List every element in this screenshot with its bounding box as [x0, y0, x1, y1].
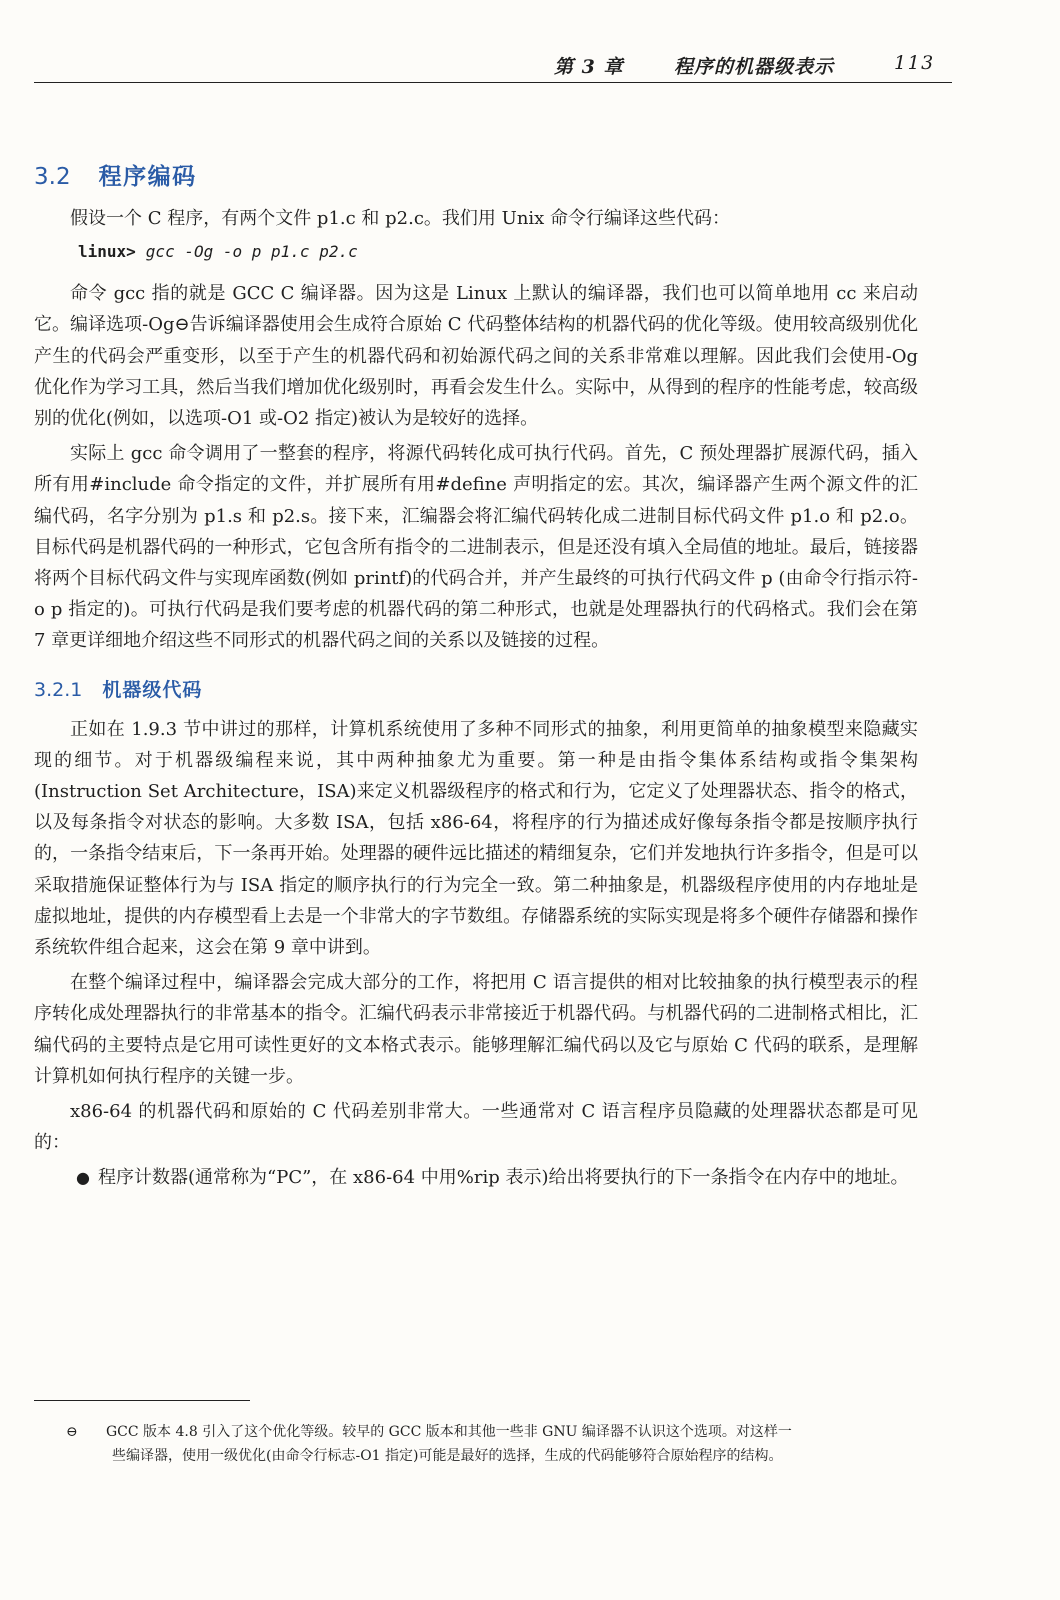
shell-prompt: linux>: [78, 242, 136, 262]
subsection-heading: [34, 675, 918, 702]
footnote-text-line2: 些编译器，使用一级优化(由命令行标志-O1 指定)可能是最好的选择，生成的代码能够符合原始程序的结构。: [112, 1448, 783, 1464]
subsection-number: 3.2.1: [34, 678, 83, 701]
paragraph: x86-64 的机器代码和原始的 C 代码差别非常大。一些通常对 C 语言程序员隐藏的处理器状态都是可见的：: [34, 1101, 918, 1154]
bullet-list: [34, 1162, 918, 1193]
page-body: [34, 150, 918, 1194]
footnote-divider: [34, 1400, 250, 1401]
footnote-text-line1: GCC 版本 4.8 引入了这个优化等级。较早的 GCC 版本和其他一些非 GNU 编译器不认识这个选项。对这样一: [106, 1424, 792, 1440]
page-number: 113: [894, 52, 935, 74]
shell-command: gcc -Og -o p p1.c p2.c: [145, 242, 358, 262]
subsection-title: 机器级代码: [102, 678, 203, 701]
footnote-mark: ⊖: [66, 1424, 78, 1440]
running-header: [34, 48, 952, 83]
footnote: [34, 1420, 918, 1468]
command-line-example: [78, 238, 918, 266]
section-number: 3.2: [34, 164, 71, 190]
section-heading: [34, 158, 918, 191]
chapter-label: 第 3 章: [554, 56, 624, 78]
chapter-title: 程序的机器级表示: [674, 56, 835, 78]
paragraph: 正如在 1.9.3 节中讲过的那样，计算机系统使用了多种不同形式的抽象，利用更简单的抽象模型来隐藏实现的细节。对于机器级编程来说，其中两种抽象尤为重要。第一种是由指令集体系结构或指令集架构(Instruction Set Architecture，ISA)来定义机器级程序的格式和行为，它定义了处理器状态、指令的格式，以及每条指令对状态的影响。大多数 ISA，包括 x86-64，将程序的行为描述成好像每条指令都是按顺序执行的，一条指令结束后，下一条再开始。处理器的硬件远比描述的精细复杂，它们并发地执行许多指令，但是可以采取措施保证整体行为与 ISA 指定的顺序执行的行为完全一致。第二种抽象是，机器级程序使用的内存地址是虚拟地址，提供的内存模型看上去是一个非常大的字节数组。存储器系统的实际实现是将多个硬件存储器和操作系统软件组合起来，这会在第 9 章中讲到。: [34, 718, 918, 959]
section-title: 程序编码: [98, 164, 197, 190]
paragraph: 实际上 gcc 命令调用了一整套的程序，将源代码转化成可执行代码。首先，C 预处理器扩展源代码，插入所有用#include 命令指定的文件，并扩展所有用#define 声明指定的宏。其次，编译器产生两个源文件的汇编代码，名字分别为 p1.s 和 p2.s。接下来，汇编器会将汇编代码转化成二进制目标代码文件 p1.o 和 p2.o。目标代码是机器代码的一种形式，它包含所有指令的二进制表示，但是还没有填入全局值的地址。最后，链接器将两个目标代码文件与实现库函数(例如 printf)的代码合并，并产生最终的可执行代码文件 p (由命令行指示符-o p 指定的)。可执行代码是我们要考虑的机器代码的第二种形式，也就是处理器执行的代码格式。我们会在第 7 章更详细地介绍这些不同形式的机器代码之间的关系以及链接的过程。: [34, 443, 918, 652]
paragraph: 命令 gcc 指的就是 GCC C 编译器。因为这是 Linux 上默认的编译器，我们也可以简单地用 cc 来启动它。编译选项-Og⊖告诉编译器使用会生成符合原始 C 代码整体结构的机器代码的优化等级。使用较高级别优化产生的代码会严重变形，以至于产生的机器代码和初始源代码之间的关系非常难以理解。因此我们会使用-Og 优化作为学习工具，然后当我们增加优化级别时，再看会发生什么。实际中，从得到的程序的性能考虑，较高级别的优化(例如，以选项-O1 或-O2 指定)被认为是较好的选择。: [34, 283, 918, 430]
paragraph: 在整个编译过程中，编译器会完成大部分的工作，将把用 C 语言提供的相对比较抽象的执行模型表示的程序转化成处理器执行的非常基本的指令。汇编代码表示非常接近于机器代码。与机器代码的二进制格式相比，汇编代码的主要特点是它用可读性更好的文本格式表示。能够理解汇编代码以及它与原始 C 代码的联系，是理解计算机如何执行程序的关键一步。: [34, 972, 918, 1087]
list-item-text: 程序计数器(通常称为“PC”，在 x86-64 中用%rip 表示)给出将要执行的下一条指令在内存中的地址。: [98, 1167, 909, 1189]
paragraph: 假设一个 C 程序，有两个文件 p1.c 和 p2.c。我们用 Unix 命令行编译这些代码：: [70, 208, 731, 229]
bullet-dot-icon: ●: [76, 1168, 90, 1188]
list-item: [34, 1162, 918, 1193]
